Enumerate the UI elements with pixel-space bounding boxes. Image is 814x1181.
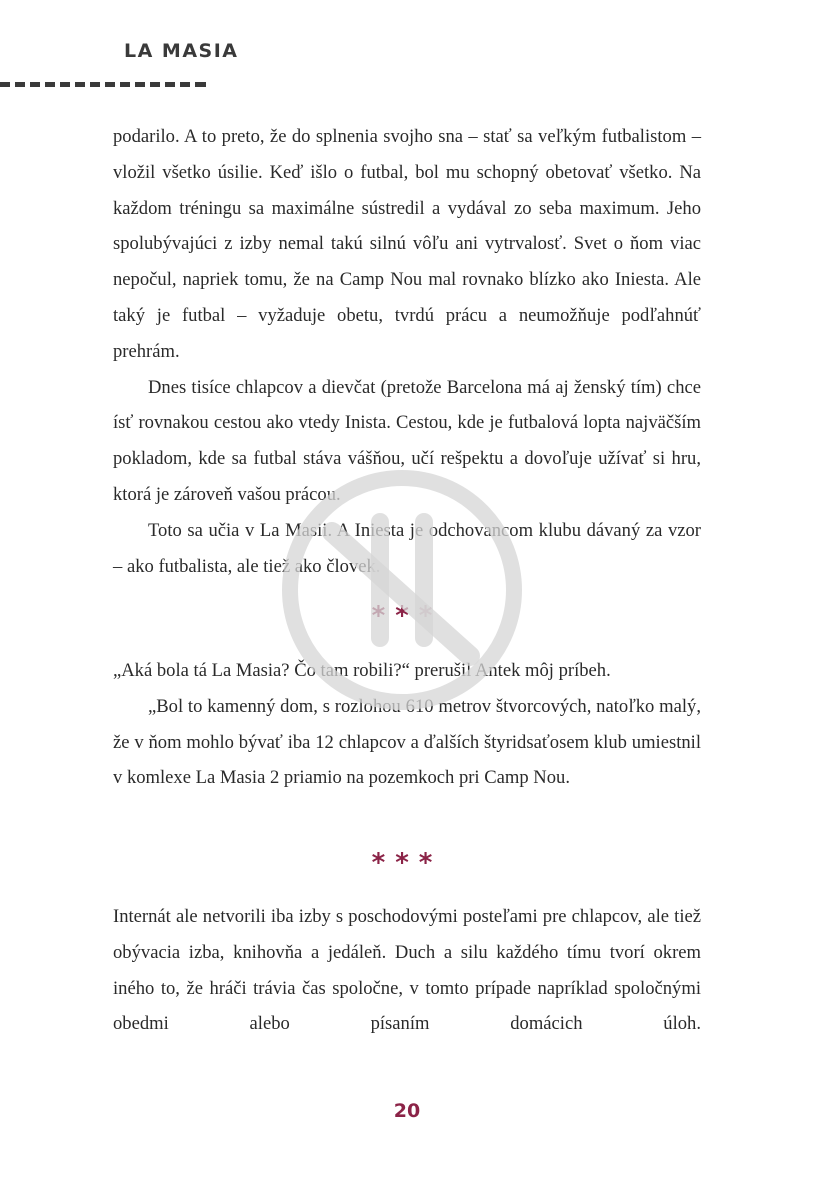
paragraph: „Bol to kamenný dom, s rozlohou 610 metrov štvorcových, natoľko malý, že v ňom mohlo bývať iba 12 chlapcov a ďalších štyridsaťosem klub umiestnil v komlexe La Masia 2 priamio na pozemkoch pri Camp Nou. <box>113 695 701 789</box>
paragraph: Internát ale netvorili iba izby s poschodovými posteľami pre chlapcov, ale tiež obývacia izba, knihovňa a jedáleň. Duch a silu každého tímu tvorí okrem iného to, že hráči trávia čas spoločne, v tomto prípade napríklad spoločnými obedmi alebo písaním domácich úloh. <box>113 906 701 1035</box>
section-separator: *** <box>371 848 443 878</box>
page-number: 20 <box>393 1100 421 1122</box>
body-text-bottom <box>113 899 701 1042</box>
body-text-middle <box>113 653 701 796</box>
paragraph: podarilo. A to preto, že do splnenia svojho sna – stať sa veľkým futbalistom – vložil všetko úsilie. Keď išlo o futbal, bol mu schopný obetovať všetko. Na každom tréningu sa maximálne sústredil a vydával zo seba maximum. Jeho spolubývajúci z izby nemal takú silnú vôľu ani vytrvalosť. Svet o ňom viac nepočul, napriek tomu, že na Camp Nou mal rovnako blízko ako Iniesta. Ale taký je futbal – vyžaduje obetu, tvrdú prácu a neumožňuje podľahnúť prehrám. <box>113 126 701 362</box>
section-separator: *** <box>371 601 443 631</box>
paragraph: Toto sa učia v La Masii. A Iniesta je odchovancom klubu dávaný za vzor – ako futbalista, ale tiež ako človek. <box>113 519 701 577</box>
paragraph: „Aká bola tá La Masia? Čo tam robili?“ prerušil Antek môj príbeh. <box>113 660 611 681</box>
body-text-top <box>113 119 701 584</box>
paragraph: Dnes tisíce chlapcov a dievčat (pretože Barcelona má aj ženský tím) chce ísť rovnakou cestou ako vtedy Inista. Cestou, kde je futbalová lopta najväčším pokladom, kde sa futbal stáva vášňou, učí rešpektu a dovoľuje užívať si hru, ktorá je zároveň vašou prácou. <box>113 376 701 505</box>
running-header-title: LA MASIA <box>124 40 239 62</box>
header-dashed-rule <box>0 80 206 88</box>
